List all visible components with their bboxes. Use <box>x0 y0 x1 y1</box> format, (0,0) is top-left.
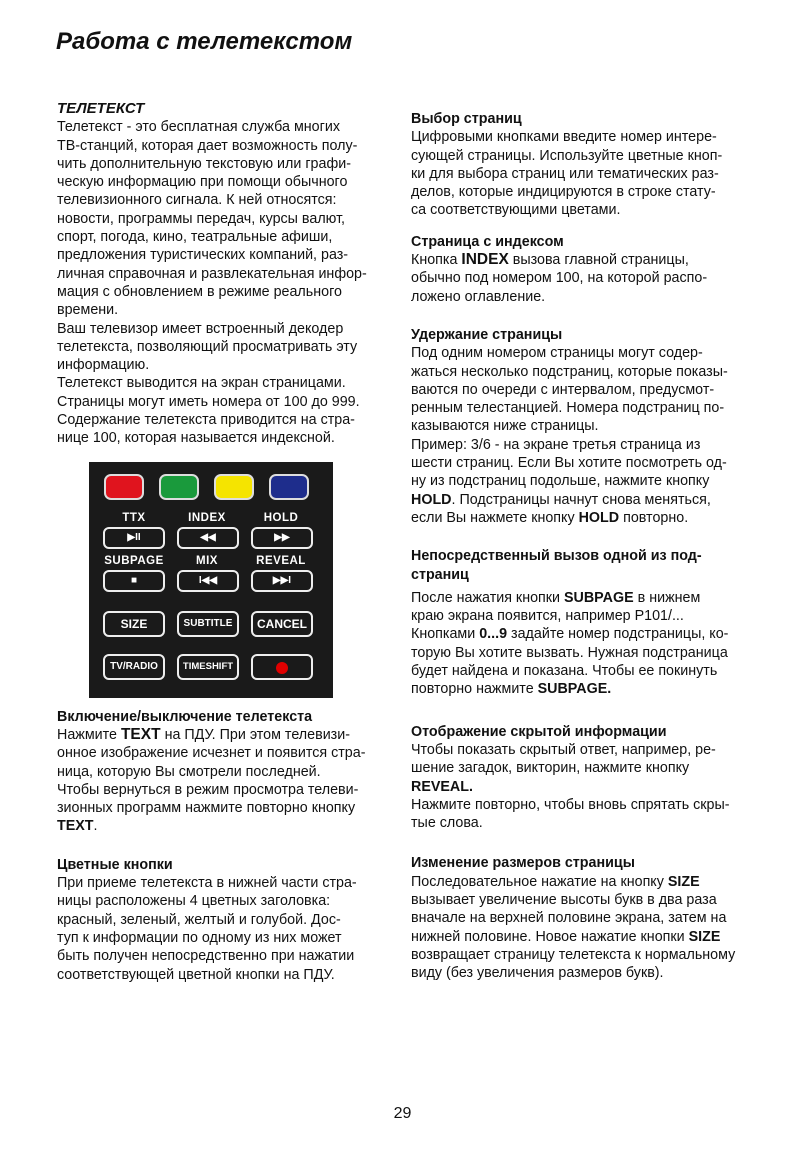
text-line: Нажмите TEXT на ПДУ. При этом телевизи- <box>57 725 350 743</box>
text-line: Телетекст выводится на экран страницами. <box>57 375 346 392</box>
mix-label: MIX <box>196 555 218 567</box>
text-line: Под одним номером страницы могут содер- <box>411 345 703 362</box>
size-button[interactable]: SIZE <box>103 611 165 637</box>
reveal-label: REVEAL <box>256 555 306 567</box>
teletext-heading: ТЕЛЕТЕКСТ <box>57 100 145 117</box>
text-line: зионных программ нажмите повторно кнопку <box>57 800 356 817</box>
fast-forward-icon[interactable]: ▶▶ <box>251 527 313 549</box>
text-line: Кнопками 0...9 задайте номер подстраницы, ко- <box>411 626 729 643</box>
green-button[interactable] <box>159 474 199 500</box>
text-line: шести страниц. Если Вы хотите посмотреть од- <box>411 455 727 472</box>
text-line: шение загадок, викторин, нажмите кнопку <box>411 760 690 777</box>
text-line: ренным телестанцией. Номера подстраниц по- <box>411 400 725 417</box>
blue-button[interactable] <box>269 474 309 500</box>
text-line: ки для выбора страниц или тематических раз- <box>411 165 719 182</box>
text-line: казываются ниже страницы. <box>411 418 599 435</box>
skip-forward-icon[interactable]: ▶▶I <box>251 570 313 592</box>
text-line: вначале на верхней половине экрана, затем на <box>411 910 727 927</box>
text-line: ну из подстраниц подольше, нажмите кнопку <box>411 473 710 490</box>
text-line: Последовательное нажатие на кнопку SIZE <box>411 873 700 890</box>
reveal-heading: Отображение скрытой информации <box>411 723 667 740</box>
text-line: красный, зеленый, желтый и голубой. Дос- <box>57 911 341 928</box>
text-line: Телетекст - это бесплатная служба многих <box>57 119 340 136</box>
text-line: Цифровыми кнопками введите номер интере- <box>411 129 717 146</box>
color-buttons-heading: Цветные кнопки <box>57 856 173 873</box>
text-line: Чтобы показать скрытый ответ, например, ре- <box>411 741 716 758</box>
hold-label: HOLD <box>263 512 299 524</box>
text-line: туп к информации по одному из них может <box>57 929 342 946</box>
intro-text <box>57 118 379 447</box>
resize-heading: Изменение размеров страницы <box>411 855 635 872</box>
text-line: краю экрана появится, например P101/... <box>411 608 684 625</box>
text-line: тые слова. <box>411 815 483 832</box>
text-line: жаться несколько подстраниц, которые показы- <box>411 363 728 380</box>
text-line: виду (без увеличения размеров букв). <box>411 965 664 982</box>
text-line: Пример: 3/6 - на экране третья страница из <box>411 436 701 453</box>
play-pause-icon[interactable]: ▶II <box>103 527 165 549</box>
text-line: личная справочная и развлекательная инфор- <box>57 265 367 282</box>
text-line: ТВ-станций, которая дает возможность полу- <box>57 137 358 154</box>
stop-icon[interactable]: ■ <box>103 570 165 592</box>
text-line: спорт, погода, кино, театральные афиши, <box>57 229 333 246</box>
text-line: Содержание телетекста приводится на стра- <box>57 412 355 429</box>
text-line: обычно под номером 100, на которой распо- <box>411 270 708 287</box>
text-line: нижней половине. Новое нажатие кнопки SIZE <box>411 928 721 945</box>
onoff-heading: Включение/выключение телетекста <box>57 708 313 725</box>
red-button[interactable] <box>104 474 144 500</box>
cancel-button[interactable]: CANCEL <box>251 611 313 637</box>
select-pages-heading: Выбор страниц <box>411 111 522 127</box>
direct-subpage-heading-cont: страниц <box>411 566 469 583</box>
text-line: При приеме телетекста в нижней части стра- <box>57 875 357 892</box>
text-line: времени. <box>57 302 119 319</box>
text-line: После нажатия кнопки SUBPAGE в нижнем <box>411 589 701 606</box>
text-line: новости, программы передач, курсы валют, <box>57 210 346 227</box>
text-line: TEXT. <box>57 818 98 835</box>
remote-control-panel <box>89 462 333 698</box>
hold-page-heading: Удержание страницы <box>411 326 563 343</box>
text-line: соответствующей цветной кнопки на ПДУ. <box>57 966 335 983</box>
record-icon <box>276 662 288 674</box>
text-line: вызывает увеличение высоты букв в два раза <box>411 891 717 908</box>
text-line: чить дополнительную текстовую или графи- <box>57 155 351 172</box>
ttx-label: TTX <box>122 512 146 524</box>
tv-radio-button[interactable]: TV/RADIO <box>103 654 165 680</box>
right-column <box>411 110 758 982</box>
text-line: ложено оглавление. <box>411 288 546 305</box>
page-number: 29 <box>393 1105 412 1122</box>
text-line: будет найдена и показана. Чтобы ее покинуть <box>411 663 718 680</box>
text-line: телетекста, позволяющий просматривать эту <box>57 338 358 355</box>
text-line: ваются по очереди с интервалом, предусмот- <box>411 381 715 398</box>
text-line: онное изображение исчезнет и появится стра- <box>57 745 366 762</box>
direct-subpage-heading: Непосредственный вызов одной из под- <box>411 548 702 565</box>
text-line: HOLD. Подстраницы начнут снова меняться, <box>411 491 711 508</box>
text-line: мация с обновлением в режиме реального <box>57 283 342 300</box>
text-line: са соответствующими цветами. <box>411 202 621 219</box>
subpage-label: SUBPAGE <box>104 555 164 567</box>
skip-back-icon[interactable]: I◀◀ <box>177 570 239 592</box>
text-line: информацию. <box>57 357 150 374</box>
text-line: если Вы нажмете кнопку HOLD повторно. <box>411 509 689 526</box>
text-line: предложения туристических компаний, раз- <box>57 247 349 264</box>
text-line: Чтобы вернуться в режим просмотра телеви- <box>57 781 359 798</box>
text-line: Нажмите повторно, чтобы вновь спрятать скры- <box>411 796 730 813</box>
text-line: Страницы могут иметь номера от 100 до 999. <box>57 393 360 410</box>
text-line: REVEAL. <box>411 778 473 795</box>
index-label: INDEX <box>188 512 226 524</box>
text-line: нице 100, которая называется индексной. <box>57 430 335 447</box>
index-page-heading: Страница с индексом <box>411 233 564 250</box>
text-line: торую Вы хотите вызвать. Нужная подстраница <box>411 644 728 661</box>
color-buttons-text <box>57 874 379 984</box>
page-title: Работа с телетекстом <box>56 28 353 55</box>
text-line: ницы расположены 4 цветных заголовка: <box>57 893 331 910</box>
text-line: повторно нажмите SUBPAGE. <box>411 681 612 698</box>
text-line: ница, которую Вы смотрели последней. <box>57 763 321 780</box>
text-line: сующей страницы. Используйте цветные кноп- <box>411 147 723 164</box>
rewind-icon[interactable]: ◀◀ <box>177 527 239 549</box>
timeshift-button[interactable]: TIMESHIFT <box>177 654 239 680</box>
text-line: телевизионного сигнала. К ней относятся: <box>57 192 337 209</box>
text-line: ческую информацию при помощи обычного <box>57 174 348 191</box>
text-line: делов, которые индицируются в строке стату- <box>411 184 716 201</box>
onoff-text <box>57 726 379 836</box>
text-line: Кнопка INDEX вызова главной страницы, <box>411 251 689 269</box>
text-line: возвращает страницу телетекста к нормальному <box>411 946 736 963</box>
text-line: быть получен непосредственно при нажатии <box>57 948 355 965</box>
record-button[interactable] <box>251 654 313 680</box>
yellow-button[interactable] <box>214 474 254 500</box>
subtitle-button[interactable]: SUBTITLE <box>177 611 239 637</box>
text-line: Ваш телевизор имеет встроенный декодер <box>57 320 344 337</box>
